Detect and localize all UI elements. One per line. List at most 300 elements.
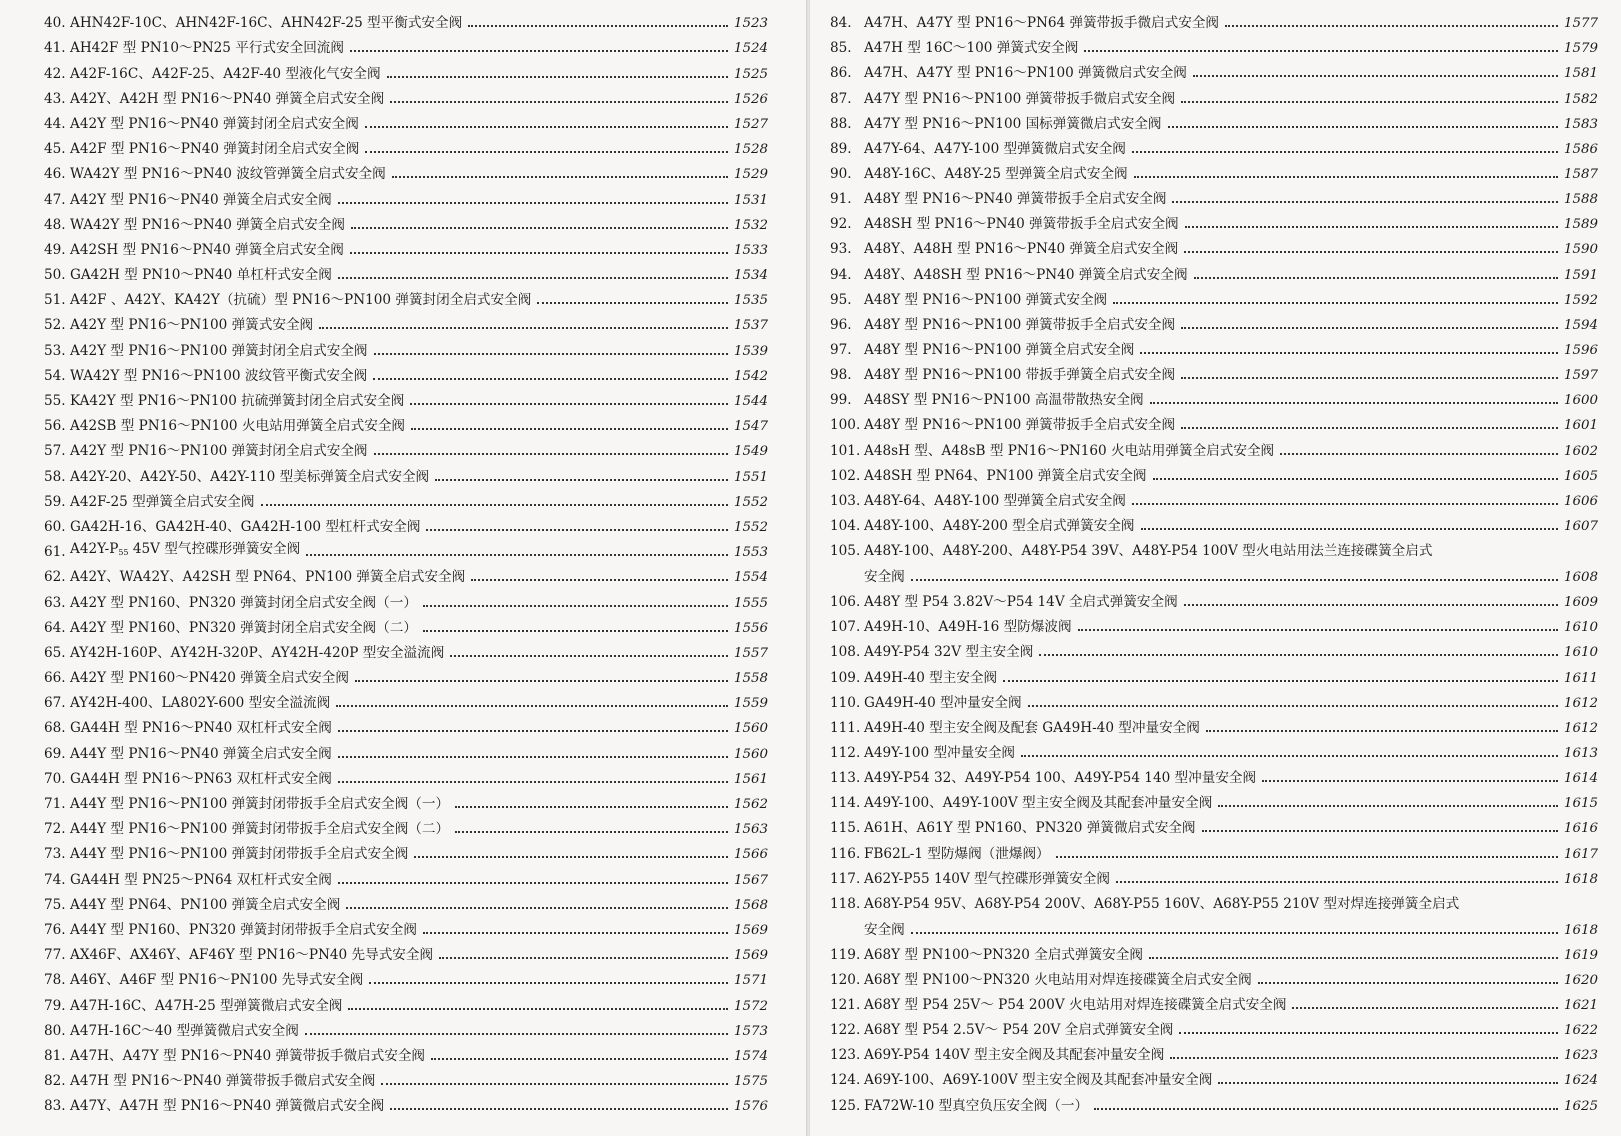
entry-page-number: 1592 (1563, 292, 1598, 308)
entry-number: 56. (44, 418, 66, 435)
entry-page-number: 1560 (733, 721, 768, 737)
entry-body (70, 822, 768, 837)
entry-page-number: 1544 (733, 394, 768, 409)
entry-body (70, 318, 768, 333)
entry-title: A47H 型 PN16～PN40 弹簧带扳手微启式安全阀 (70, 1073, 376, 1090)
toc-entry (44, 182, 768, 207)
toc-entry (830, 1063, 1598, 1088)
leader-dots (537, 302, 728, 304)
entry-number: 92. (830, 216, 852, 233)
entry-page-number: 1573 (733, 1023, 768, 1039)
entry-title: A47Y 型 PN16～PN100 弹簧带扳手微启式安全阀 (864, 90, 1176, 107)
leader-dots (455, 806, 728, 808)
entry-number: 110. (830, 694, 861, 711)
leader-dots (1258, 982, 1558, 984)
leader-dots (911, 579, 1558, 581)
entry-title: A42F 型 PN16～PN40 弹簧封闭全启式安全阀 (70, 141, 360, 158)
toc-entry (830, 1038, 1598, 1063)
leader-dots (387, 76, 728, 78)
toc-entry (830, 534, 1598, 585)
entry-number: 67. (44, 695, 66, 712)
entry-number: 53. (44, 342, 66, 359)
entry-body (864, 318, 1598, 333)
toc-entry (44, 560, 768, 585)
entry-number: 98. (830, 367, 852, 384)
leader-dots (336, 705, 728, 707)
leader-dots (455, 831, 728, 833)
entry-page-number: 1596 (1563, 342, 1598, 358)
toc-entry (44, 938, 768, 963)
entry-body (70, 167, 768, 182)
entry-title: GA44H 型 PN16～PN63 双杠杆式安全阀 (70, 770, 332, 787)
entry-title: A48Y 型 P54 3.82V～P54 14V 全启式弹簧安全阀 (864, 594, 1178, 611)
toc-entry (830, 433, 1598, 458)
toc-entry (830, 232, 1598, 257)
entry-title: A61H、A61Y 型 PN160、PN320 弹簧微启式安全阀 (864, 820, 1196, 837)
leader-dots (1181, 327, 1558, 329)
leader-dots (319, 327, 728, 329)
entry-number: 58. (44, 468, 66, 485)
entry-page-number: 1610 (1563, 620, 1598, 636)
entry-number: 86. (830, 65, 852, 82)
toc-entry (830, 660, 1598, 685)
toc-entry (830, 283, 1598, 308)
toc-entry (830, 1088, 1598, 1113)
entry-title: A48Y、A48H 型 PN16～PN40 弹簧全启式安全阀 (864, 241, 1179, 258)
entry-number: 54. (44, 367, 66, 384)
toc-entry (44, 535, 768, 560)
leader-dots (450, 655, 728, 657)
toc-entry (830, 308, 1598, 333)
entry-title: A42F-16C、A42F-25、A42F-40 型液化气安全阀 (70, 65, 381, 82)
leader-dots (1153, 478, 1558, 480)
entry-title: A42Y-20、A42Y-50、A42Y-110 型美标弹簧全启式安全阀 (70, 468, 430, 485)
entry-body (864, 821, 1598, 836)
entry-number: 79. (44, 997, 66, 1014)
entry-body (70, 243, 768, 258)
entry-title: A42Y、A42H 型 PN16～PN40 弹簧全启式安全阀 (70, 90, 385, 107)
entry-page-number: 1618 (1563, 922, 1598, 938)
entry-number: 73. (44, 846, 66, 863)
entry-title: A42SB 型 PN16～PN100 火电站用弹簧全启式安全阀 (70, 418, 406, 435)
entry-body (70, 520, 768, 535)
toc-entry (44, 157, 768, 182)
leader-dots (1140, 352, 1558, 354)
entry-body (70, 747, 768, 762)
entry-page-number: 1607 (1563, 518, 1598, 534)
toc-entry (44, 1089, 768, 1114)
entry-number: 66. (44, 670, 66, 687)
entry-body (864, 973, 1598, 988)
entry-number: 82. (44, 1073, 66, 1090)
leader-dots (305, 1033, 728, 1035)
entry-page-number: 1529 (733, 167, 768, 183)
entry-number: 68. (44, 720, 66, 737)
toc-entry (830, 887, 1598, 938)
toc-entry (830, 610, 1598, 635)
entry-page-number: 1624 (1563, 1073, 1598, 1089)
entry-body (70, 696, 768, 711)
entry-number: 94. (830, 266, 852, 283)
toc-entry (830, 383, 1598, 408)
toc-list-left (44, 6, 768, 1114)
entry-page-number: 1609 (1563, 595, 1598, 611)
entry-number: 43. (44, 90, 66, 107)
entry-number: 71. (44, 796, 66, 812)
entry-title-line2-row (864, 560, 1598, 585)
entry-title: WA42Y 型 PN16～PN40 弹簧全启式安全阀 (70, 216, 345, 233)
leader-dots (338, 277, 728, 279)
entry-body (864, 117, 1598, 132)
toc-entry (830, 408, 1598, 433)
entry-title: A44Y 型 PN16～PN100 弹簧封闭带扳手全启式安全阀（一） (70, 796, 450, 812)
entry-body (864, 217, 1598, 232)
entry-body (864, 1048, 1598, 1063)
entry-body (70, 268, 768, 283)
entry-number: 64. (44, 619, 66, 636)
toc-entry (44, 459, 768, 484)
entry-body (864, 620, 1598, 635)
leader-dots (1194, 277, 1558, 279)
entry-title: A49Y-P54 32、A49Y-P54 100、A49Y-P54 140 型冲量安全阀 (864, 770, 1257, 787)
entry-title: A69Y-P54 140V 型主安全阀及其配套冲量安全阀 (864, 1047, 1165, 1064)
leader-dots (1056, 856, 1558, 858)
entry-number: 72. (44, 821, 66, 838)
entry-number: 124. (830, 1072, 861, 1089)
entry-body (864, 519, 1598, 534)
leader-dots (1206, 730, 1558, 732)
entry-number: 83. (44, 1098, 66, 1115)
entry-body (70, 923, 768, 938)
entry-body (70, 646, 768, 661)
toc-entry (44, 359, 768, 384)
left-page (0, 0, 808, 1136)
leader-dots (426, 529, 728, 531)
leader-dots (423, 932, 728, 934)
leader-dots (1262, 780, 1558, 782)
entry-body (864, 268, 1598, 283)
entry-number: 89. (830, 140, 852, 157)
entry-page-number: 1601 (1563, 418, 1598, 434)
entry-number: 109. (830, 669, 861, 686)
entry-title: A48Y-64、A48Y-100 型弹簧全启式安全阀 (864, 492, 1126, 509)
entry-page-number: 1558 (733, 671, 768, 687)
entry-title: GA42H-16、GA42H-40、GA42H-100 型杠杆式安全阀 (70, 518, 421, 535)
toc-entry (830, 182, 1598, 207)
entry-number: 118. (830, 895, 861, 912)
leader-dots (374, 453, 728, 455)
entry-body (864, 293, 1598, 308)
toc-entry (44, 686, 768, 711)
entry-page-number: 1616 (1563, 821, 1598, 837)
toc-entry (44, 837, 768, 862)
entry-title: A48Y-16C、A48Y-25 型弹簧全启式安全阀 (864, 165, 1128, 182)
entry-number: 42. (44, 65, 66, 82)
leader-dots (1028, 705, 1558, 707)
entry-number: 85. (830, 40, 852, 57)
entry-page-number: 1602 (1563, 443, 1598, 459)
entry-body (864, 847, 1598, 862)
entry-body (70, 898, 768, 913)
entry-page-number: 1621 (1563, 998, 1598, 1014)
toc-entry (44, 1039, 768, 1064)
leader-dots (468, 25, 728, 27)
entry-body (864, 16, 1598, 31)
entry-title: KA42Y 型 PN16～PN100 抗硫弹簧封闭全启式安全阀 (70, 393, 405, 409)
entry-body (70, 1049, 768, 1064)
leader-dots (1181, 101, 1558, 103)
leader-dots (365, 126, 728, 128)
toc-entry (830, 459, 1598, 484)
entry-title: A48Y、A48SH 型 PN16～PN40 弹簧全启式安全阀 (864, 266, 1188, 283)
entry-number: 117. (830, 870, 861, 887)
entry-title-line1: A68Y-P54 95V、A68Y-P54 200V、A68Y-P55 160V、A68Y-P55 210V 型对焊连接弹簧全启式 (864, 895, 1460, 912)
entry-body (864, 343, 1598, 358)
entry-title: A47H-16C～40 型弹簧微启式安全阀 (70, 1022, 299, 1039)
leader-dots (1184, 604, 1558, 606)
leader-dots (410, 403, 728, 405)
toc-entry (44, 409, 768, 434)
leader-dots (1218, 805, 1558, 807)
entry-page-number: 1526 (733, 91, 768, 107)
entry-page-number: 1537 (733, 318, 768, 334)
entry-body (70, 1099, 768, 1114)
entry-body (864, 872, 1598, 887)
entry-body (70, 92, 768, 107)
toc-entry (44, 812, 768, 837)
leader-dots (350, 252, 728, 254)
entry-body (864, 167, 1598, 182)
entry-page-number: 1554 (733, 570, 768, 586)
entry-body (70, 1074, 768, 1089)
entry-page-number: 1582 (1563, 91, 1598, 107)
entry-number: 50. (44, 267, 66, 284)
entry-page-number: 1605 (1563, 468, 1598, 484)
entry-number: 99. (830, 392, 852, 409)
toc-entry (830, 157, 1598, 182)
leader-dots (1084, 50, 1558, 52)
toc-entry (44, 787, 768, 812)
leader-dots (338, 781, 728, 783)
entry-page-number: 1614 (1563, 771, 1598, 787)
entry-number: 121. (830, 997, 861, 1014)
entry-number: 84. (830, 15, 852, 32)
entry-number: 108. (830, 644, 861, 661)
entry-number: 113. (830, 770, 861, 787)
entry-number: 80. (44, 1022, 66, 1039)
leader-dots (390, 1108, 728, 1110)
entry-body (70, 973, 768, 988)
toc-entry (44, 862, 768, 887)
entry-title: A48Y 型 PN16～PN100 弹簧式安全阀 (864, 291, 1108, 308)
entry-body (864, 469, 1598, 484)
entry-title: GA49H-40 型冲量安全阀 (864, 694, 1022, 711)
entry-title-line2: 安全阀 (864, 568, 905, 585)
entry-page-number: 1525 (733, 66, 768, 82)
entry-title: AY42H-400、LA802Y-600 型安全溢流阀 (70, 695, 331, 712)
leader-dots (348, 1008, 728, 1010)
entry-body (864, 887, 1598, 938)
leader-dots (365, 151, 728, 153)
entry-number: 60. (44, 518, 66, 535)
entry-title: A68Y 型 P54 25V～ P54 200V 火电站用对焊连接碟簧全启式安全阀 (864, 997, 1287, 1014)
entry-body (70, 193, 768, 208)
toc-entry (830, 31, 1598, 56)
entry-body (70, 948, 768, 963)
entry-title: A47Y、A47H 型 PN16～PN40 弹簧微启式安全阀 (70, 1098, 385, 1115)
leader-dots (1134, 176, 1558, 178)
leader-dots (1168, 126, 1558, 128)
title-part: 45V 型气控碟形弹簧安全阀 (128, 541, 301, 558)
entry-title: A47Y 型 PN16～PN100 国标弹簧微启式安全阀 (864, 115, 1162, 132)
toc-entry (830, 509, 1598, 534)
entry-title: AX46F、AX46Y、AF46Y 型 PN16～PN40 先导式安全阀 (70, 947, 434, 964)
leader-dots (471, 579, 728, 581)
entry-number: 122. (830, 1022, 861, 1039)
toc-entry (830, 786, 1598, 811)
entry-title: A42Y 型 PN16～PN100 弹簧封闭全启式安全阀 (70, 443, 368, 460)
entry-title: A48Y 型 PN16～PN100 弹簧带扳手全启式安全阀 (864, 316, 1176, 333)
entry-page-number: 1583 (1563, 116, 1598, 132)
entry-title: WA42Y 型 PN16～PN40 波纹管弹簧全启式安全阀 (70, 166, 386, 183)
toc-entry (44, 711, 768, 736)
entry-body (864, 534, 1598, 585)
title-subscript: 55 (118, 548, 129, 558)
entry-title: A48SH 型 PN64、PN100 弹簧全启式安全阀 (864, 467, 1147, 484)
entry-page-number: 1557 (733, 645, 768, 661)
entry-title-line2-row (864, 913, 1598, 938)
entry-page-number: 1587 (1563, 166, 1598, 182)
entry-body (864, 92, 1598, 107)
entry-body (864, 746, 1598, 761)
leader-dots (1113, 302, 1558, 304)
entry-number: 62. (44, 569, 66, 586)
entry-page-number: 1577 (1563, 16, 1598, 32)
leader-dots (369, 982, 728, 984)
entry-number: 45. (44, 141, 66, 158)
entry-page-number: 1552 (733, 494, 768, 510)
toc-entry (830, 938, 1598, 963)
entry-body (864, 696, 1598, 711)
entry-title: A69Y-100、A69Y-100V 型主安全阀及其配套冲量安全阀 (864, 1072, 1213, 1089)
entry-title: A44Y 型 PN64、PN100 弹簧全启式安全阀 (70, 896, 341, 913)
entry-page-number: 1551 (733, 469, 768, 485)
toc-entry (830, 358, 1598, 383)
entry-body (70, 797, 768, 812)
leader-dots (1225, 25, 1558, 27)
entry-title: A42Y、WA42Y、A42SH 型 PN64、PN100 弹簧全启式安全阀 (70, 569, 466, 586)
entry-page-number: 1552 (733, 519, 768, 535)
leader-dots (350, 50, 728, 52)
entry-page-number: 1615 (1563, 796, 1598, 812)
leader-dots (423, 630, 728, 632)
entry-body (864, 192, 1598, 207)
toc-entry (830, 862, 1598, 887)
entry-body (70, 772, 768, 787)
entry-number: 41. (44, 40, 66, 57)
entry-page-number: 1590 (1563, 242, 1598, 258)
entry-page-number: 1620 (1563, 972, 1598, 988)
toc-entry (830, 963, 1598, 988)
entry-body (864, 948, 1598, 963)
leader-dots (373, 378, 728, 380)
toc-entry (44, 31, 768, 56)
entry-number: 101. (830, 442, 861, 459)
entry-body (70, 596, 768, 611)
entry-body (70, 293, 768, 308)
leader-dots (1280, 453, 1558, 455)
entry-page-number: 1524 (733, 41, 768, 57)
toc-entry (44, 661, 768, 686)
right-page (810, 0, 1621, 1136)
entry-body (864, 393, 1598, 408)
leader-dots (1132, 503, 1558, 505)
entry-title: A42Y 型 PN16～PN40 弹簧封闭全启式安全阀 (70, 115, 359, 132)
entry-page-number: 1566 (733, 847, 768, 863)
leader-dots (338, 730, 728, 732)
entry-number: 57. (44, 443, 66, 460)
entry-title (70, 542, 300, 560)
entry-title: A48SH 型 PN16～PN40 弹簧带扳手全启式安全阀 (864, 216, 1179, 233)
entry-page-number: 1531 (733, 192, 768, 208)
toc-entry (830, 56, 1598, 81)
entry-page-number: 1579 (1563, 41, 1598, 57)
entry-body (864, 595, 1598, 610)
toc-entry (44, 132, 768, 157)
entry-number: 88. (830, 115, 852, 132)
toc-entry (830, 836, 1598, 861)
toc-entry (830, 811, 1598, 836)
entry-number: 125. (830, 1097, 861, 1114)
toc-entry (830, 107, 1598, 132)
entry-number: 59. (44, 493, 66, 510)
toc-entry (44, 1014, 768, 1039)
leader-dots (411, 428, 728, 430)
entry-page-number: 1569 (733, 948, 768, 964)
entry-body (864, 721, 1598, 736)
entry-number: 95. (830, 291, 852, 308)
toc-entry (44, 208, 768, 233)
entry-page-number: 1623 (1563, 1048, 1598, 1064)
entry-page-number: 1555 (733, 595, 768, 611)
toc-entry (44, 988, 768, 1013)
leader-dots (1172, 201, 1558, 203)
entry-page-number: 1606 (1563, 493, 1598, 509)
entry-body (864, 645, 1598, 660)
entry-page-number: 1575 (733, 1074, 768, 1090)
leader-dots (1292, 1007, 1558, 1009)
entry-body (70, 67, 768, 82)
entry-title: GA44H 型 PN16～PN40 双杠杆式安全阀 (70, 720, 332, 737)
toc-list-right (830, 6, 1598, 1114)
leader-dots (1039, 654, 1558, 656)
leader-dots (1181, 427, 1558, 429)
entry-number: 81. (44, 1047, 66, 1064)
entry-page-number: 1576 (733, 1099, 768, 1115)
entry-page-number: 1572 (733, 998, 768, 1014)
entry-title: A42Y 型 PN160、PN320 弹簧封闭全启式安全阀（二） (70, 619, 417, 636)
entry-title: AY42H-160P、AY42H-320P、AY42H-420P 型安全溢流阀 (70, 644, 445, 661)
entry-number: 75. (44, 896, 66, 913)
entry-page-number: 1535 (733, 293, 768, 309)
entry-page-number: 1622 (1563, 1023, 1598, 1039)
entry-number: 63. (44, 594, 66, 611)
toc-entry (830, 207, 1598, 232)
entry-page-number: 1619 (1563, 947, 1598, 963)
entry-page-number: 1528 (733, 142, 768, 158)
entry-number: 111. (830, 719, 861, 736)
toc-entry (830, 686, 1598, 711)
